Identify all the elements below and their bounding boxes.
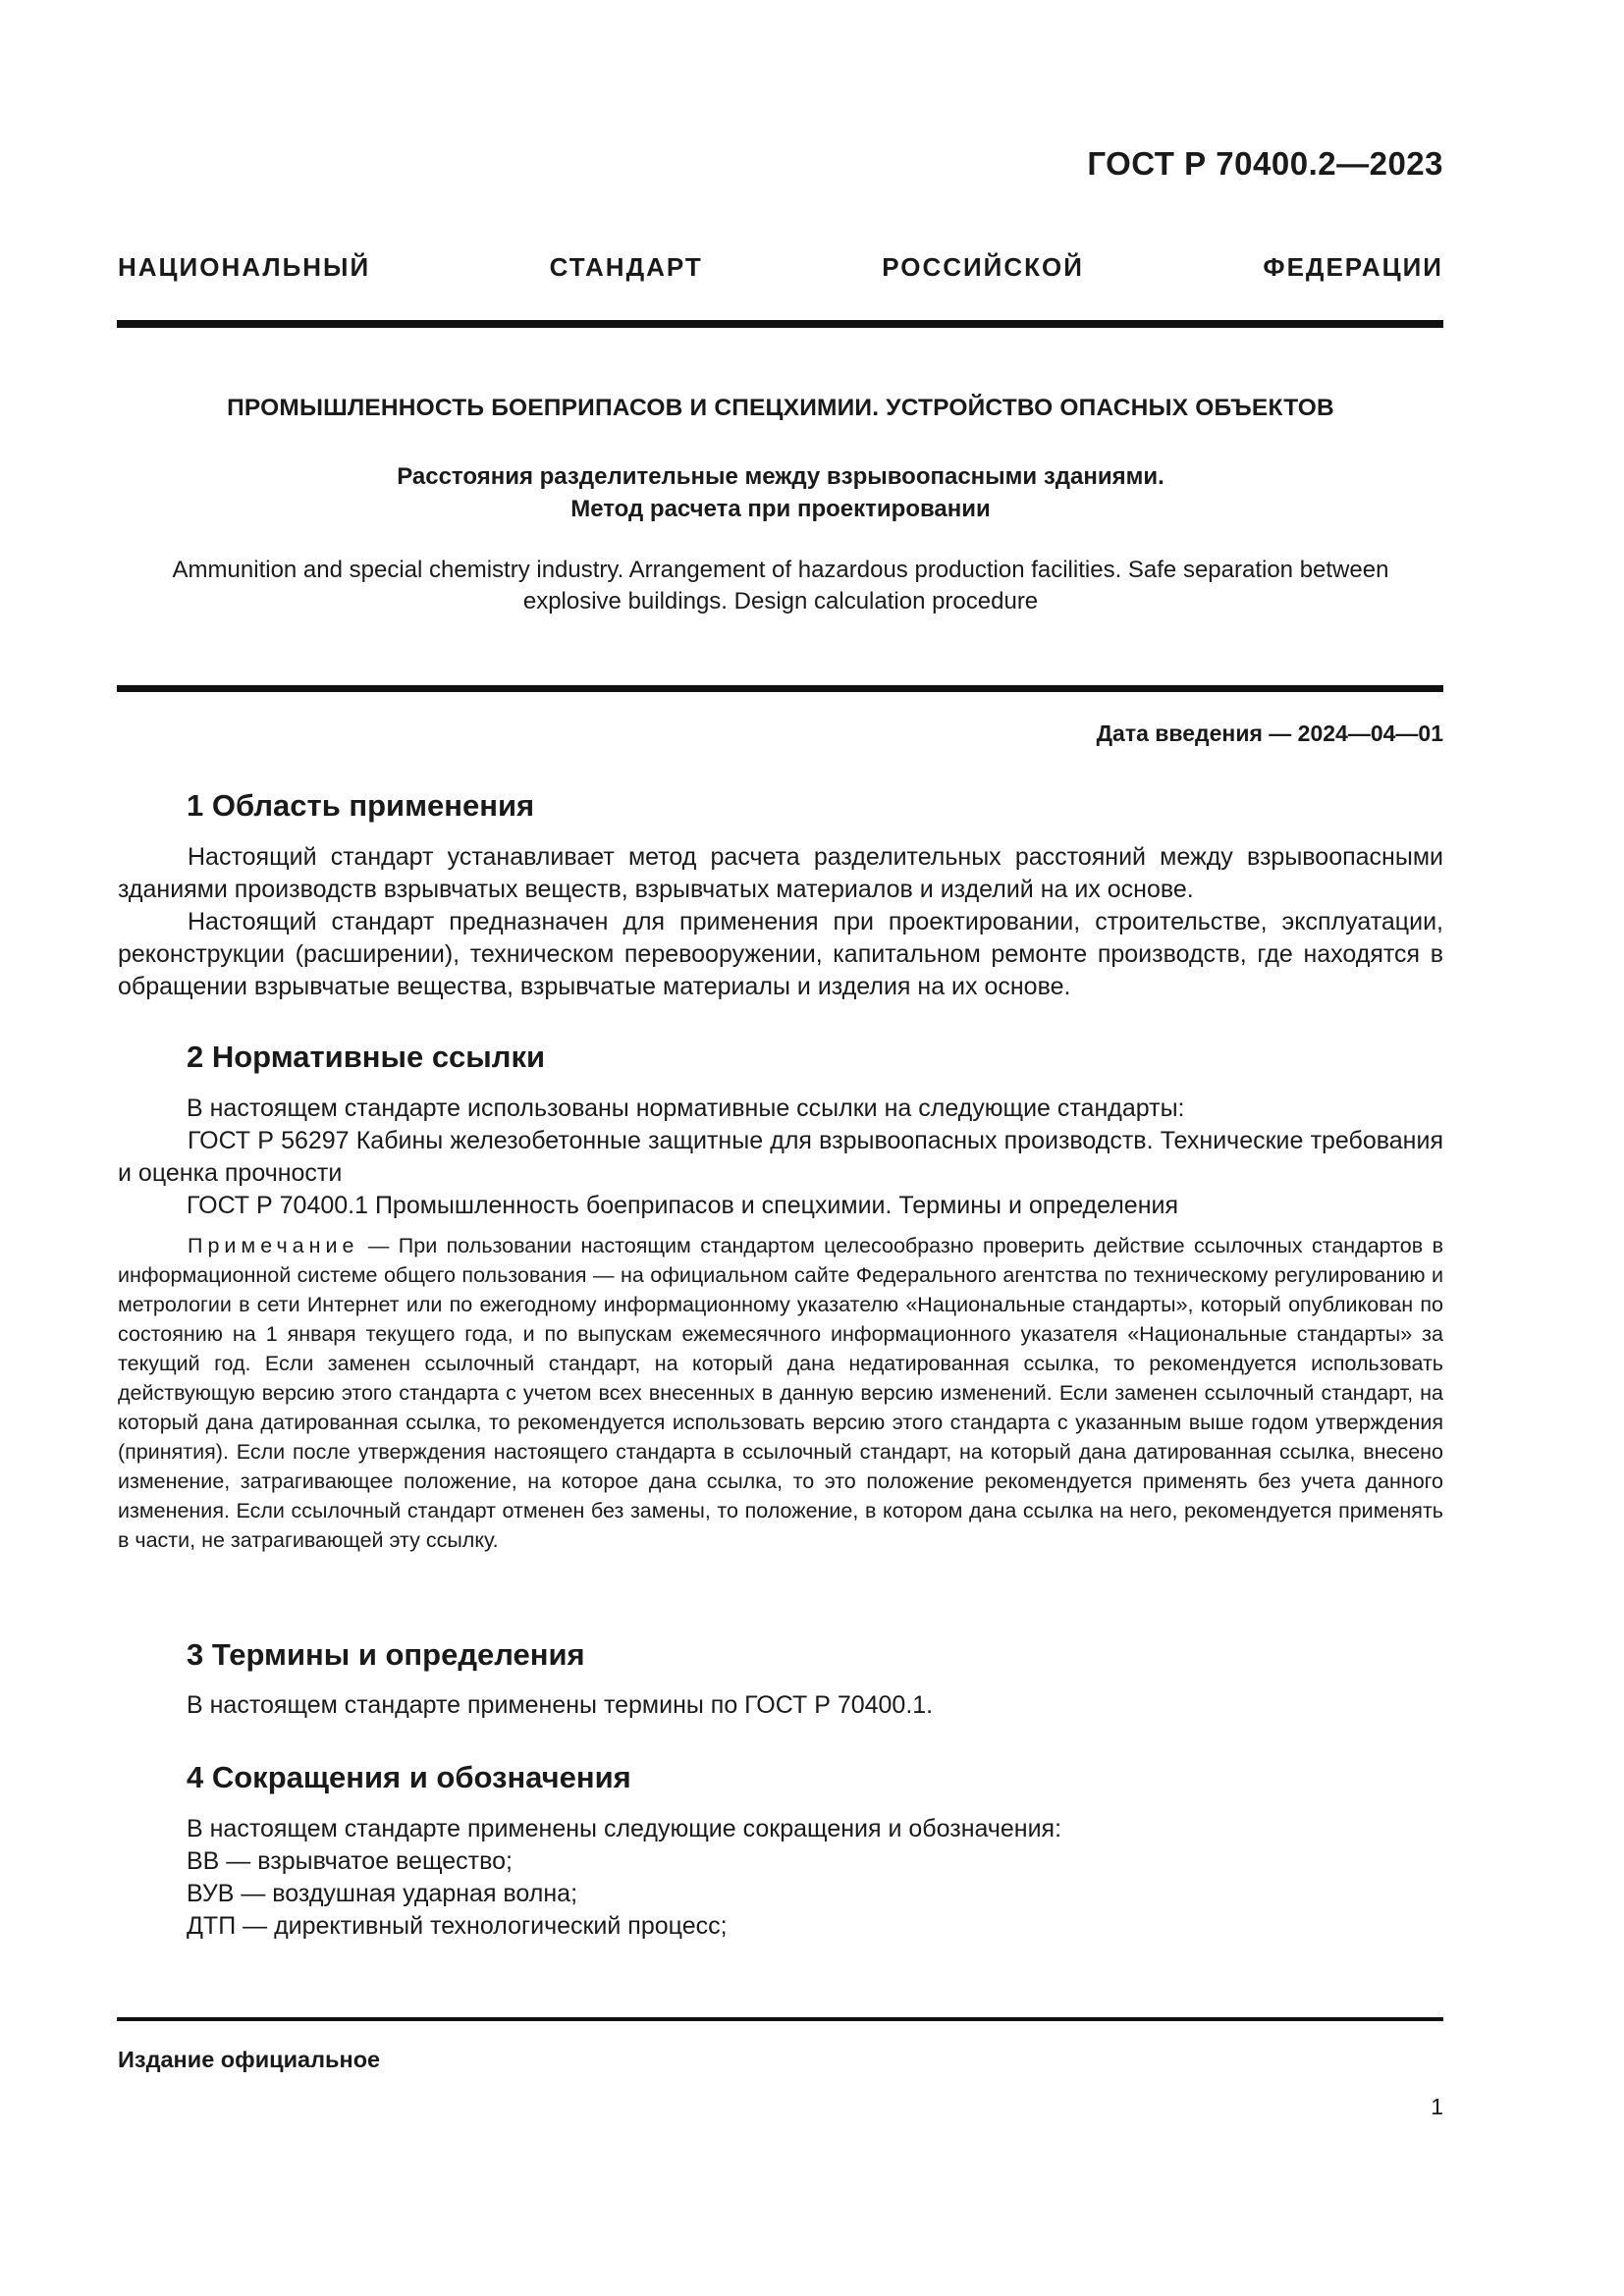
abbreviation-item: ВВ — взрывчатое вещество; xyxy=(187,1847,513,1875)
section-4-heading: 4 Сокращения и обозначения xyxy=(187,1760,631,1794)
introduction-date: Дата введения — 2024—04—01 xyxy=(1096,721,1443,746)
note-label: Примечание xyxy=(188,1234,359,1257)
subtitle-line-1: Расстояния разделительные между взрывоопасными зданиями. xyxy=(397,463,1164,490)
reference-gost-70400-1: ГОСТ Р 70400.1 Промышленность боеприпасов и спецхимии. Термины и определения xyxy=(187,1192,1179,1219)
abbreviation-item: ДТП — директивный технологический процесс; xyxy=(187,1912,728,1940)
section-1-paragraph-1: Настоящий стандарт устанавливает метод расчета разделительных расстояний между взрывоопасными зданиями производств взрывчатых веществ, взрывчатых материалов и изделий на их основе. xyxy=(118,843,1443,903)
note-text: — При пользовании настоящим стандартом целесообразно проверить действие ссылочных стандартов в информационной системе общего пользования — на официальном сайте Федерального агентства по техническому регулированию и метрологии в сети Интернет или по ежегодному информационному указателю «Национальные стандарты», который опубликован по состоянию на 1 января текущего года, и по выпускам ежемесячного информационного указателя «Национальные стандарты» за текущий год. Если заменен ссылочный стандарт, на который дана недатированная ссылка, то рекомендуется использовать действующую версию этого стандарта с учетом всех внесенных в данную версию изменений. Если заменен ссылочный стандарт, на который дана датированная ссылка, то рекомендуется использовать версию этого стандарта с указанным выше годом утверждения (принятия). Если после утверждения настоящего стандарта в ссылочный стандарт, на который дана датированная ссылка, внесено изменение, затрагивающее положение, на которое дана ссылка, то это положение рекомендуется применять без учета данного изменения. Если ссылочный стандарт отменен без замены, то положение, в котором дана ссылка на него, рекомендуется применять в части, не затрагивающей эту ссылку. xyxy=(118,1234,1443,1552)
document-number: ГОСТ Р 70400.2—2023 xyxy=(1087,145,1443,182)
section-4-paragraph-1: В настоящем стандарте применены следующие сокращения и обозначения: xyxy=(187,1815,1062,1842)
section-1-paragraph-2: Настоящий стандарт предназначен для применения при проектировании, строительстве, эксплуатации, реконструкции (расширении), техническом перевооружении, капитальном ремонте производств, где находятся в обращении взрывчатые вещества, взрывчатые материалы и изделия на их основе. xyxy=(118,908,1443,1000)
reference-note xyxy=(118,1231,1443,1555)
section-3-paragraph-1: В настоящем стандарте применены термины по ГОСТ Р 70400.1. xyxy=(187,1691,934,1719)
subtitle-line-2: Метод расчета при проектировании xyxy=(570,496,991,522)
standard-banner: НАЦИОНАЛЬНЫЙ СТАНДАРТ РОССИЙСКОЙ ФЕДЕРАЦИИ xyxy=(118,252,1443,282)
section-3-heading: 3 Термины и определения xyxy=(187,1637,585,1672)
official-edition-label: Издание официальное xyxy=(118,2047,381,2072)
section-2-paragraph-1: В настоящем стандарте использованы нормативные ссылки на следующие стандарты: xyxy=(187,1095,1185,1122)
top-rule xyxy=(117,320,1443,328)
section-1-heading: 1 Область применения xyxy=(187,788,535,823)
section-2-heading: 2 Нормативные ссылки xyxy=(187,1040,546,1074)
abbreviation-item: ВУВ — воздушная ударная волна; xyxy=(187,1880,578,1907)
title-rule xyxy=(117,685,1443,692)
document-title: ПРОМЫШЛЕННОСТЬ БОЕПРИПАСОВ И СПЕЦХИМИИ. УСТРОЙСТВО ОПАСНЫХ ОБЪЕКТОВ xyxy=(227,395,1334,421)
english-title-line-2: explosive buildings. Design calculation procedure xyxy=(522,588,1039,614)
footer-rule xyxy=(117,2017,1443,2021)
reference-gost-56297: ГОСТ Р 56297 Кабины железобетонные защитные для взрывоопасных производств. Технические требования и оценка прочности xyxy=(118,1127,1443,1187)
english-title-line-1: Ammunition and special chemistry industry. Arrangement of hazardous production facilities. Safe separation between xyxy=(172,557,1389,583)
document-subtitle xyxy=(118,460,1443,525)
page-number: 1 xyxy=(1431,2094,1443,2119)
english-title xyxy=(118,555,1443,617)
